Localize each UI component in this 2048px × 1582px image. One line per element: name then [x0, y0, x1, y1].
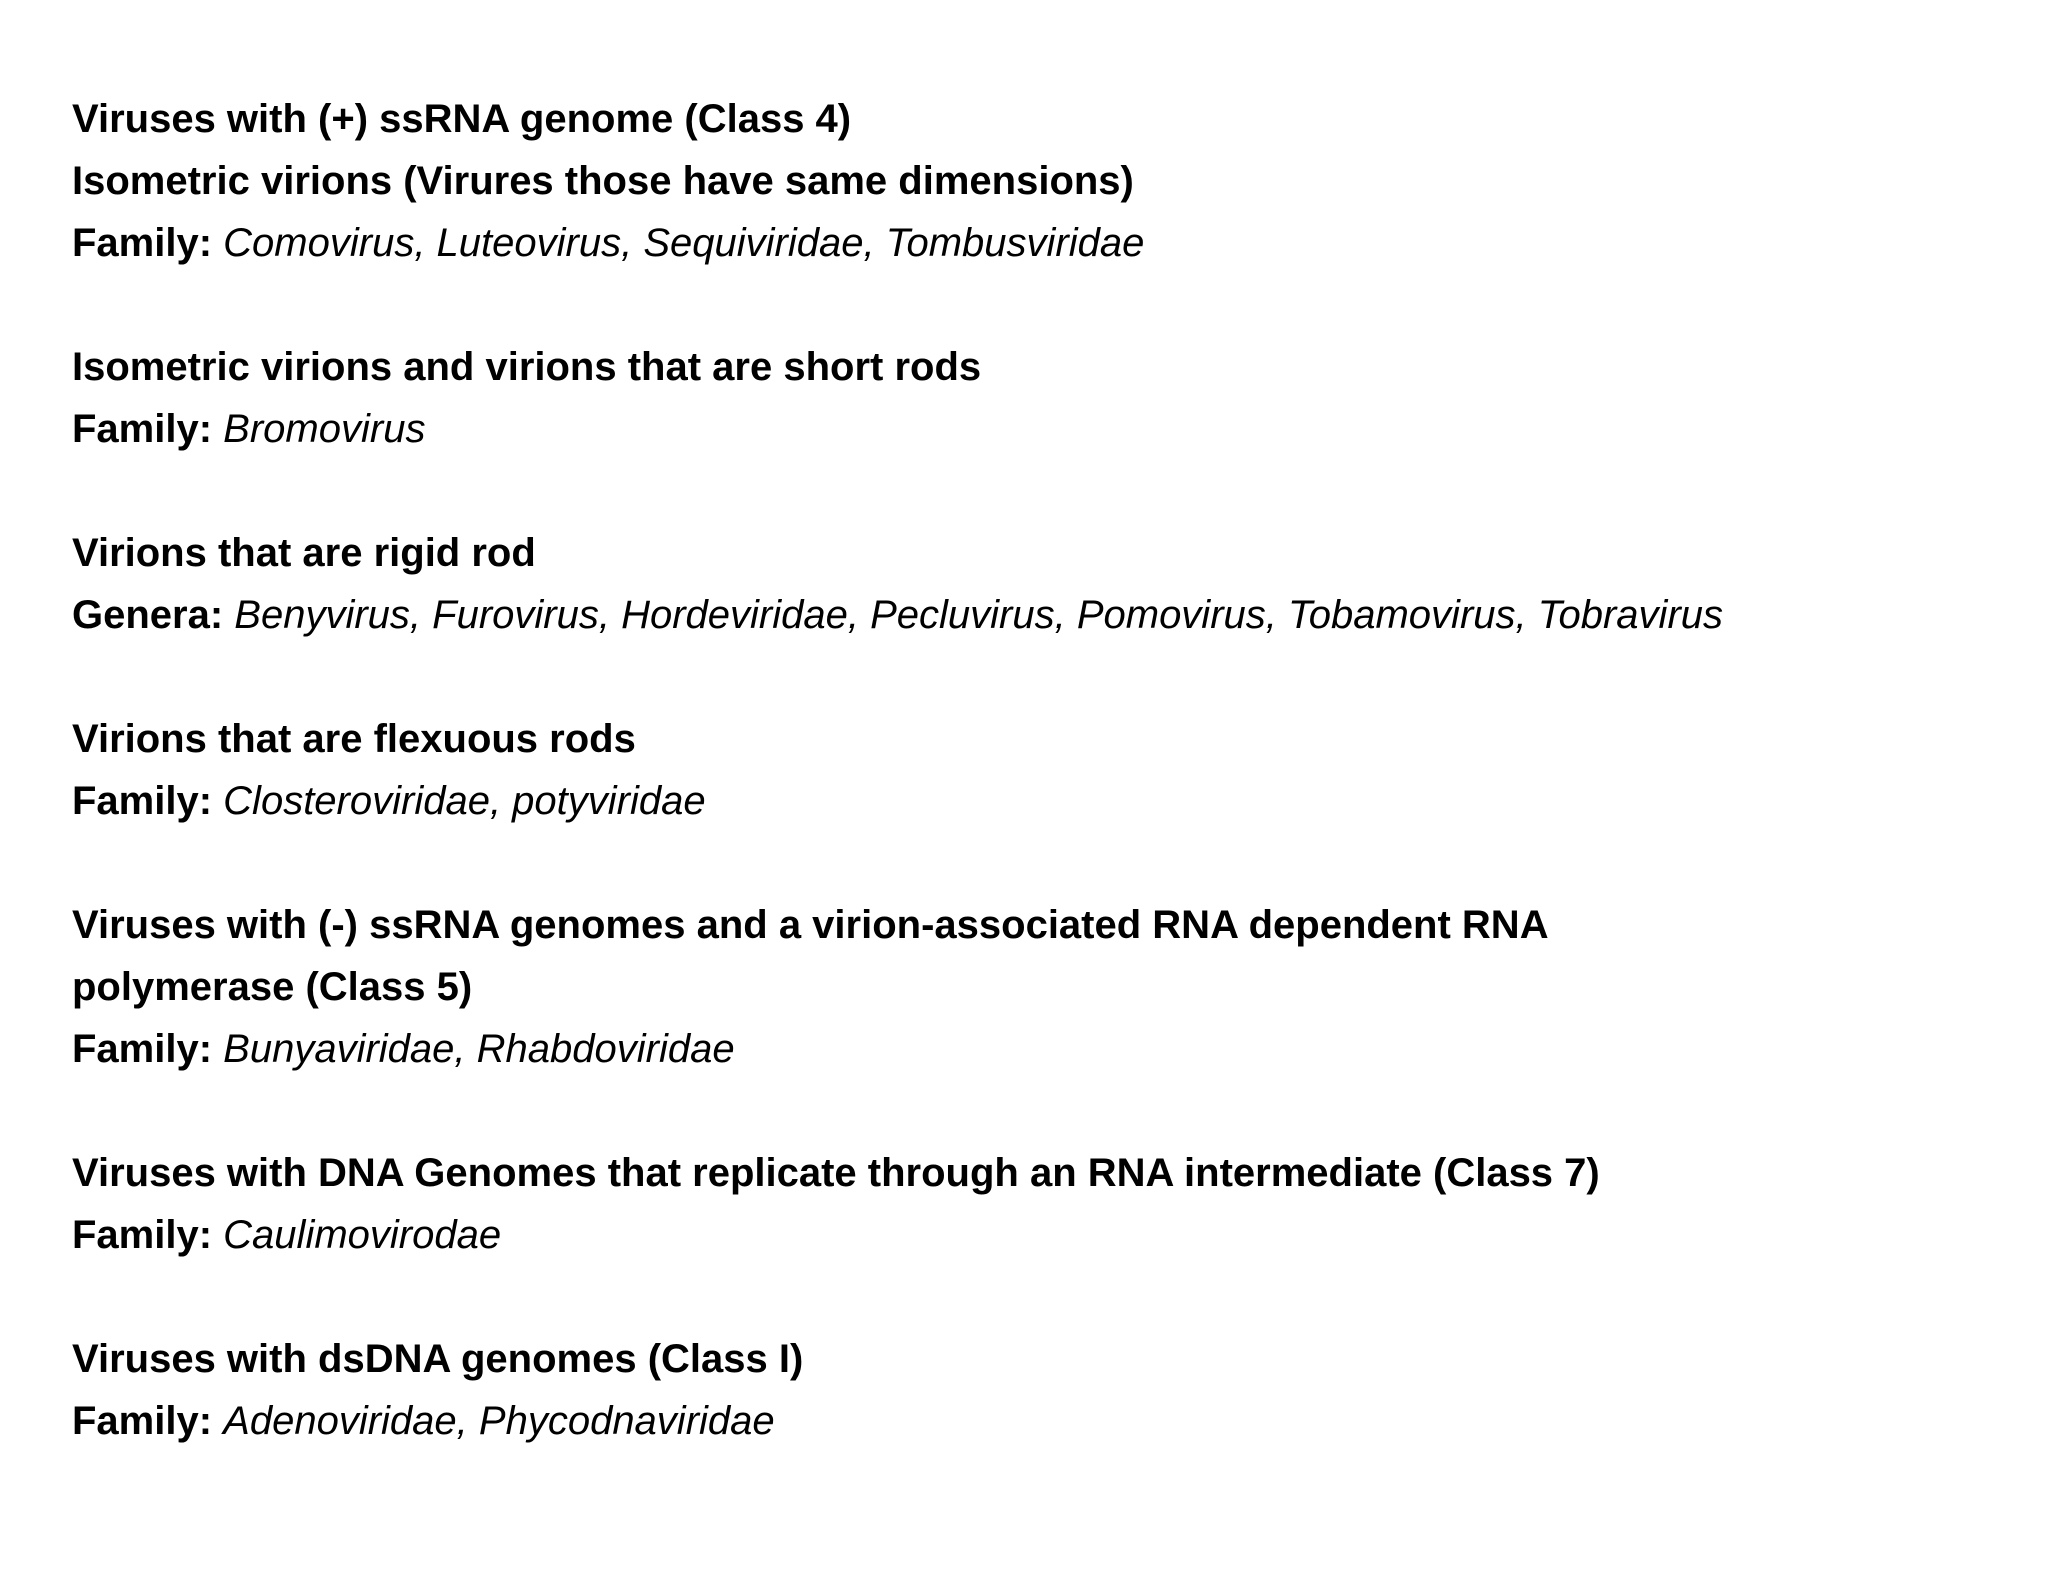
section-short-rods: [72, 336, 2012, 460]
section-rigid-rod: [72, 522, 2012, 646]
slide-content: [72, 88, 2012, 1514]
family-names: Bunyaviridae, Rhabdoviridae: [223, 1027, 735, 1071]
family-line: [72, 1204, 2012, 1266]
family-names: Bromovirus: [223, 407, 426, 451]
section-heading: Viruses with (+) ssRNA genome (Class 4): [72, 97, 852, 141]
family-names: Closteroviridae, potyviridae: [223, 779, 706, 823]
genera-line: [72, 584, 2012, 646]
family-label: Family:: [72, 221, 213, 265]
section-heading: Viruses with dsDNA genomes (Class I): [72, 1337, 804, 1381]
family-label: Family:: [72, 1399, 213, 1443]
section-heading: Viruses with (-) ssRNA genomes and a virion-associated RNA dependent RNA polymerase (Class 5): [72, 903, 1548, 1009]
section-flexuous-rods: [72, 708, 2012, 832]
genera-names: Benyvirus, Furovirus, Hordeviridae, Pecluvirus, Pomovirus, Tobamovirus, Tobravirus: [234, 593, 1724, 637]
family-label: Family:: [72, 407, 213, 451]
family-names: Adenoviridae, Phycodnaviridae: [223, 1399, 775, 1443]
family-line: [72, 398, 2012, 460]
family-line: [72, 770, 2012, 832]
family-label: Family:: [72, 1213, 213, 1257]
section-class4-isometric: [72, 88, 2012, 274]
section-class5: [72, 894, 2012, 1080]
family-names: Comovirus, Luteovirus, Sequiviridae, Tombusviridae: [223, 221, 1145, 265]
section-heading: Virions that are flexuous rods: [72, 717, 636, 761]
family-line: [72, 1018, 2012, 1080]
section-heading: Virions that are rigid rod: [72, 531, 536, 575]
family-names: Caulimovirodae: [223, 1213, 502, 1257]
section-heading: Isometric virions and virions that are short rods: [72, 345, 982, 389]
family-line: [72, 212, 2012, 274]
family-label: Family:: [72, 1027, 213, 1071]
section-subheading: Isometric virions (Virures those have same dimensions): [72, 159, 1134, 203]
section-class7: [72, 1142, 2012, 1266]
family-label: Family:: [72, 779, 213, 823]
genera-label: Genera:: [72, 593, 224, 637]
section-class1: [72, 1328, 2012, 1452]
section-heading: Viruses with DNA Genomes that replicate through an RNA intermediate (Class 7): [72, 1151, 1600, 1195]
family-line: [72, 1390, 2012, 1452]
